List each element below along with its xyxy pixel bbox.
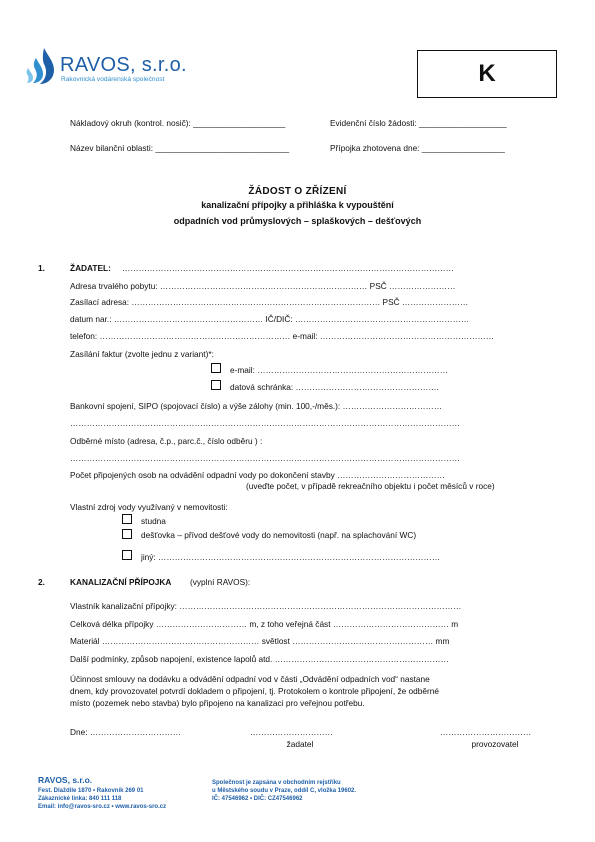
operator-signature-field[interactable]: …………………………… — [440, 727, 532, 737]
connection-date-field[interactable]: Přípojka zhotovena dne: __________________ — [330, 143, 505, 153]
birth-date-id-field[interactable]: datum nar.: ……………………………………………… IČ/DIČ: ……………………………………………………… — [70, 314, 470, 324]
connection-owner-field[interactable]: Vlastník kanalizační přípojky: ………………………………………………………………………………………… — [70, 601, 462, 611]
cost-center-field[interactable]: Nákladový okruh (kontrol. nosič): ____________________ — [70, 118, 286, 128]
section-2-number: 2. — [38, 577, 45, 587]
operator-signature-label: provozovatel — [471, 739, 519, 749]
email-option-label: e-mail: …………………………………………………………… — [230, 365, 449, 375]
company-logo-subtitle: Rakovnická vodárenská společnost — [61, 76, 165, 83]
databox-checkbox[interactable] — [211, 380, 221, 390]
company-logo-name: RAVOS, s.r.o. — [60, 54, 187, 76]
footer-contact-link[interactable]: Email: info@ravos-sro.cz • www.ravos-sro.cz — [38, 804, 167, 810]
ravos-logo-icon — [22, 46, 56, 86]
footer-tax-ids: IČ: 47546962 • DIČ: CZ47546962 — [212, 796, 303, 802]
well-option-label: studna — [141, 516, 166, 526]
connection-length-field[interactable]: Celková délka přípojky …………………………… m, z toho veřejná část …………………………………… m — [70, 619, 459, 629]
other-source-field[interactable]: jiný: ………………………………………………………………………………………… — [141, 552, 441, 562]
document-subtitle-1: kanalizační přípojky a přihláška k vypouštění — [201, 200, 394, 210]
footer-company-name: RAVOS, s.r.o. — [38, 775, 93, 785]
validity-text-line-1: Účinnost smlouvy na dodávku a odvádění odpadní vod v části „Odvádění odpadních vod“ nastane — [70, 674, 430, 684]
bank-details-continued[interactable]: …………………………………………………………………………………………………………………………… — [70, 418, 460, 428]
other-conditions-field[interactable]: Další podmínky, způsob napojení, existence lapolů atd. ……………………………………………………… — [70, 654, 449, 664]
applicant-signature-label: žadatel — [286, 739, 314, 749]
applicant-name-field[interactable]: ………………………………………………………………………………………………………… — [122, 263, 454, 273]
document-title: ŽÁDOST O ZŘÍZENÍ — [248, 186, 347, 197]
offtake-point-label: Odběrné místo (adresa, č.p., parc.č., číslo odběru ) : — [70, 436, 263, 446]
databox-option-label: datová schránka: ……………………………………………. — [230, 382, 439, 392]
footer-registry-line-2: u Městského soudu v Praze, oddíl C, vložka 19602. — [212, 788, 357, 794]
other-source-checkbox[interactable] — [122, 550, 132, 560]
rainwater-checkbox[interactable] — [122, 529, 132, 539]
registration-number-field[interactable]: Evidenční číslo žádosti: ___________________ — [330, 118, 507, 128]
validity-text-line-2: dnem, kdy provozovatel potvrdí dokladem o připojení, tj. Protokolem o kontrole připojení, že odběrné — [70, 686, 439, 696]
billing-area-field[interactable]: Název bilanční oblasti: _____________________________ — [70, 143, 290, 153]
connected-persons-field[interactable]: Počet připojených osob na odvádění odpadní vody po dokončení stavby ………………………………… — [70, 470, 445, 480]
form-type-box: K — [417, 50, 557, 98]
section-2-heading: KANALIZAČNÍ PŘÍPOJKA — [70, 577, 172, 587]
permanent-address-field[interactable]: Adresa trvalého pobytu: ………………………………………………………………… PSČ …………………… — [70, 281, 456, 291]
invoice-delivery-label: Zasílání faktur (zvolte jednu z variant)*: — [70, 349, 214, 359]
bank-details-field[interactable]: Bankovní spojení, SIPO (spojovací číslo) a výše zálohy (min. 100,-/měs.): ……………………………… — [70, 401, 443, 411]
validity-text-line-3: místo (pozemek nebo stavba) bylo připojeno na kanalizaci pro veřejnou potřebu. — [70, 698, 365, 708]
applicant-signature-field[interactable]: ………………………… — [250, 727, 333, 737]
phone-email-field[interactable]: telefon: …………………………………………………………… e-mail: ……………………………………………………… — [70, 331, 495, 341]
own-water-source-label: Vlastní zdroj vody využívaný v nemovitosti: — [70, 502, 228, 512]
material-diameter-field[interactable]: Materiál ………………………………………………… světlost …………………………………………… mm — [70, 636, 450, 646]
section-2-note: (vyplní RAVOS): — [190, 577, 251, 587]
connected-persons-note: (uveďte počet, v případě rekreačního objektu i počet měsíců v roce) — [246, 481, 495, 491]
offtake-point-field[interactable]: …………………………………………………………………………………………………………………………… — [70, 453, 460, 463]
footer-address: Fest. Dlaždile 1870 • Rakovník 269 01 — [38, 788, 144, 794]
section-1-heading: ŽADATEL: — [70, 263, 111, 273]
footer-registry-line-1: Společnost je zapsána v obchodním rejstříku — [212, 780, 341, 786]
footer-hotline: Zákaznické linka: 840 111 118 — [38, 796, 122, 802]
well-checkbox[interactable] — [122, 514, 132, 524]
mailing-address-field[interactable]: Zasílací adresa: ……………………………………………………………………………… PSČ …………………… — [70, 297, 469, 307]
email-checkbox[interactable] — [211, 363, 221, 373]
date-field[interactable]: Dne: …………………………… — [70, 727, 182, 737]
section-1-number: 1. — [38, 263, 45, 273]
document-subtitle-2: odpadních vod průmyslových – splaškových – dešťových — [173, 216, 422, 226]
rainwater-option-label: dešťovka – přívod dešťové vody do nemovitosti (např. na splachování WC) — [141, 530, 417, 540]
